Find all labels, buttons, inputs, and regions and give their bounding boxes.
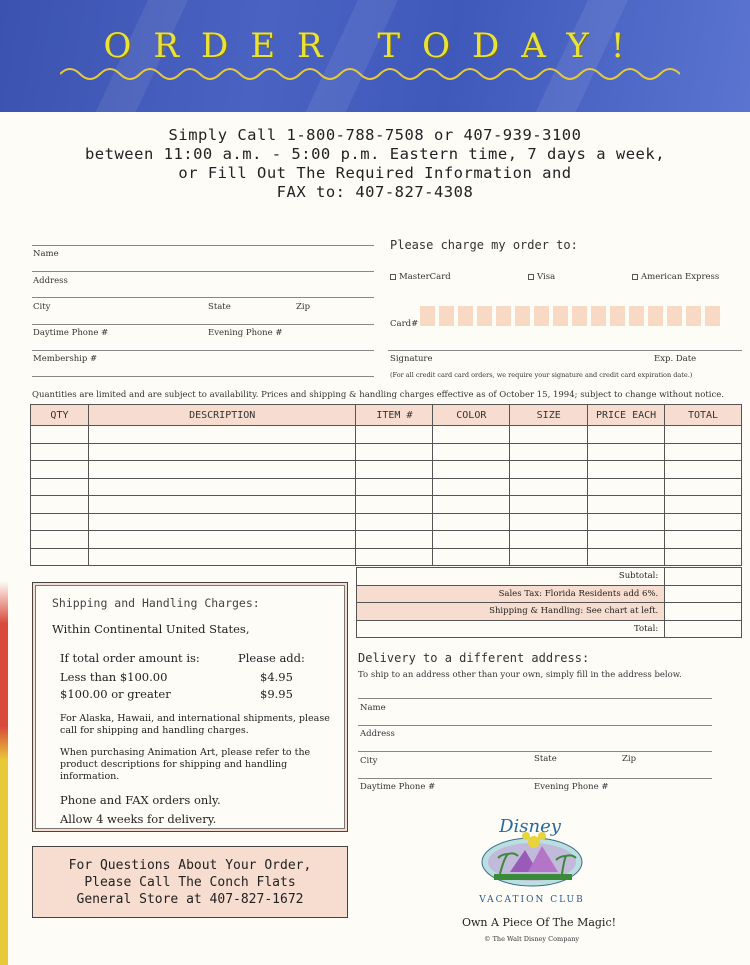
order-cell[interactable] [88, 496, 356, 514]
order-cell[interactable] [433, 496, 510, 514]
name-field[interactable] [32, 260, 374, 272]
col-qty: QTY [31, 405, 89, 426]
order-cell[interactable] [433, 531, 510, 549]
order-cell[interactable] [356, 426, 433, 444]
visa-checkbox[interactable] [528, 274, 534, 280]
delivery-evening-phone-label: Evening Phone # [534, 782, 609, 792]
evening-phone-label: Evening Phone # [208, 328, 283, 338]
payment-title: Please charge my order to: [390, 238, 578, 252]
order-cell[interactable] [665, 513, 742, 531]
delivery-zip-label: Zip [622, 754, 637, 764]
col-size: SIZE [510, 405, 588, 426]
svg-text:VACATION CLUB: VACATION CLUB [479, 895, 585, 905]
table-row[interactable] [31, 496, 742, 514]
page-title: ORDER TODAY! [103, 26, 647, 66]
mastercard-checkbox[interactable] [390, 274, 396, 280]
order-cell[interactable] [510, 548, 588, 566]
order-cell[interactable] [588, 461, 665, 479]
order-instructions: Simply Call 1-800-788-7508 or 407-939-3100 between 11:00 a.m. - 5:00 p.m. Eastern time, 7 days a week, or Fill Out The Required Information and FAX to: 407-827-4308 [84, 126, 666, 201]
delivery-name-label: Name [360, 703, 386, 713]
order-cell[interactable] [510, 443, 588, 461]
membership-field[interactable] [32, 365, 374, 377]
order-cell[interactable] [588, 426, 665, 444]
totals-table [356, 567, 742, 638]
shipping-within: Within Continental United States, [52, 622, 250, 636]
order-cell[interactable] [510, 531, 588, 549]
order-cell[interactable] [88, 443, 356, 461]
order-cell[interactable] [356, 531, 433, 549]
order-cell[interactable] [356, 496, 433, 514]
shipping-alaska-note: For Alaska, Hawaii, and international shipments, please call for shipping and handling charges. [60, 713, 330, 736]
order-cell[interactable] [588, 531, 665, 549]
delivery-address-label: Address [360, 729, 395, 739]
shipping-tier2-label: $100.00 or greater [60, 687, 171, 701]
left-edge-decoration [0, 112, 8, 965]
order-cell[interactable] [356, 461, 433, 479]
order-cell[interactable] [588, 478, 665, 496]
order-cell[interactable] [433, 478, 510, 496]
amex-option[interactable]: American Express [632, 272, 719, 282]
shipping-allow: Allow 4 weeks for delivery. [60, 812, 217, 826]
delivery-name-field[interactable] [358, 714, 712, 726]
amex-checkbox[interactable] [632, 274, 638, 280]
order-cell[interactable] [31, 478, 89, 496]
order-cell[interactable] [665, 531, 742, 549]
daytime-phone-label: Daytime Phone # [33, 328, 109, 338]
order-cell[interactable] [588, 443, 665, 461]
name-label: Name [33, 249, 59, 259]
order-cell[interactable] [588, 548, 665, 566]
shipping-charges-box [32, 582, 348, 832]
order-cell[interactable] [31, 426, 89, 444]
order-cell[interactable] [88, 478, 356, 496]
order-cell[interactable] [665, 496, 742, 514]
shipping-phone-fax: Phone and FAX orders only. [60, 793, 221, 807]
delivery-city-field[interactable] [358, 767, 712, 779]
sales-tax-field[interactable] [665, 585, 742, 603]
order-cell[interactable] [510, 513, 588, 531]
table-row[interactable] [31, 478, 742, 496]
total-field[interactable] [665, 620, 742, 638]
delivery-city-label: City [360, 756, 378, 766]
order-cell[interactable] [510, 478, 588, 496]
order-cell[interactable] [433, 443, 510, 461]
delivery-subtitle: To ship to an address other than your own, simply fill in the address below. [358, 670, 682, 680]
zip-label: Zip [296, 302, 311, 312]
state-label: State [208, 302, 231, 312]
order-cell[interactable] [510, 461, 588, 479]
svg-text:Disney: Disney [499, 816, 561, 837]
order-cell[interactable] [510, 426, 588, 444]
order-cell[interactable] [356, 513, 433, 531]
subtotal-field[interactable] [665, 568, 742, 586]
table-row[interactable] [31, 461, 742, 479]
order-cell[interactable] [510, 496, 588, 514]
phone-field[interactable] [32, 339, 374, 351]
total-label: Total: [357, 620, 665, 638]
col-price-each: PRICE EACH [588, 405, 665, 426]
membership-label: Membership # [33, 354, 98, 364]
col-total: TOTAL [665, 405, 742, 426]
shipping-animation-note: When purchasing Animation Art, please refer to the product descriptions for shipping and handling information. [60, 747, 311, 782]
order-cell[interactable] [588, 496, 665, 514]
order-cell[interactable] [356, 548, 433, 566]
order-cell[interactable] [665, 443, 742, 461]
order-table [30, 404, 742, 566]
order-cell[interactable] [88, 531, 356, 549]
disney-vacation-club-logo [470, 812, 600, 912]
order-cell[interactable] [88, 513, 356, 531]
order-cell[interactable] [433, 513, 510, 531]
order-cell[interactable] [31, 513, 89, 531]
signature-label: Signature [390, 354, 433, 364]
table-row[interactable] [31, 548, 742, 566]
payment-note: (For all credit card card orders, we require your signature and credit card expiration date.) [390, 371, 693, 379]
shipping-if-total: If total order amount is: [60, 651, 200, 665]
order-cell[interactable] [356, 478, 433, 496]
order-cell[interactable] [665, 461, 742, 479]
card-number-input[interactable] [420, 306, 720, 326]
shipping-tier1-label: Less than $100.00 [60, 670, 168, 684]
shipping-tier1-value: $4.95 [260, 670, 293, 684]
order-cell[interactable] [433, 461, 510, 479]
col-color: COLOR [433, 405, 510, 426]
delivery-title: Delivery to a different address: [358, 651, 590, 665]
table-row[interactable] [31, 426, 742, 444]
mastercard-option[interactable]: MasterCard [390, 272, 451, 282]
shipping-tier2-value: $9.95 [260, 687, 293, 701]
order-cell[interactable] [88, 461, 356, 479]
table-row[interactable] [31, 513, 742, 531]
col-item: ITEM # [356, 405, 433, 426]
questions-box: For Questions About Your Order, Please Call The Conch Flats General Store at 407-827-1672 [32, 846, 348, 918]
shipping-label: Shipping & Handling: See chart at left. [357, 603, 665, 621]
availability-notice: Quantities are limited and are subject to availability. Prices and shipping & handling charges effective as of October 15, 1994; subject to change without notice. [32, 390, 725, 400]
table-row[interactable] [31, 531, 742, 549]
order-cell[interactable] [88, 426, 356, 444]
tagline: Own A Piece Of The Magic! [462, 916, 617, 929]
delivery-address-field[interactable] [358, 740, 712, 752]
col-description: DESCRIPTION [88, 405, 356, 426]
order-cell[interactable] [31, 496, 89, 514]
order-cell[interactable] [356, 443, 433, 461]
order-cell[interactable] [588, 513, 665, 531]
address-label: Address [33, 276, 68, 286]
exp-date-label: Exp. Date [654, 354, 697, 364]
city-label: City [33, 302, 51, 312]
order-cell[interactable] [665, 478, 742, 496]
order-cell[interactable] [433, 426, 510, 444]
delivery-daytime-phone-label: Daytime Phone # [360, 782, 436, 792]
visa-option[interactable]: Visa [528, 272, 555, 282]
card-number-label: Card# [390, 319, 419, 329]
order-cell[interactable] [665, 548, 742, 566]
order-cell[interactable] [31, 548, 89, 566]
copyright: © The Walt Disney Company [484, 935, 580, 943]
address-field[interactable] [32, 286, 374, 298]
order-cell[interactable] [433, 548, 510, 566]
order-cell[interactable] [88, 548, 356, 566]
subtotal-label: Subtotal: [357, 568, 665, 586]
order-cell[interactable] [31, 443, 89, 461]
order-cell[interactable] [31, 461, 89, 479]
city-state-zip-field[interactable] [32, 313, 374, 325]
sales-tax-label: Sales Tax: Florida Residents add 6%. [357, 585, 665, 603]
shipping-title: Shipping and Handling Charges: [52, 596, 260, 610]
order-cell[interactable] [31, 531, 89, 549]
delivery-state-label: State [534, 754, 557, 764]
order-cell[interactable] [665, 426, 742, 444]
header-banner [0, 0, 750, 112]
shipping-please-add: Please add: [238, 651, 305, 665]
wave-decoration [60, 62, 680, 86]
table-row[interactable] [31, 443, 742, 461]
shipping-field[interactable] [665, 603, 742, 621]
